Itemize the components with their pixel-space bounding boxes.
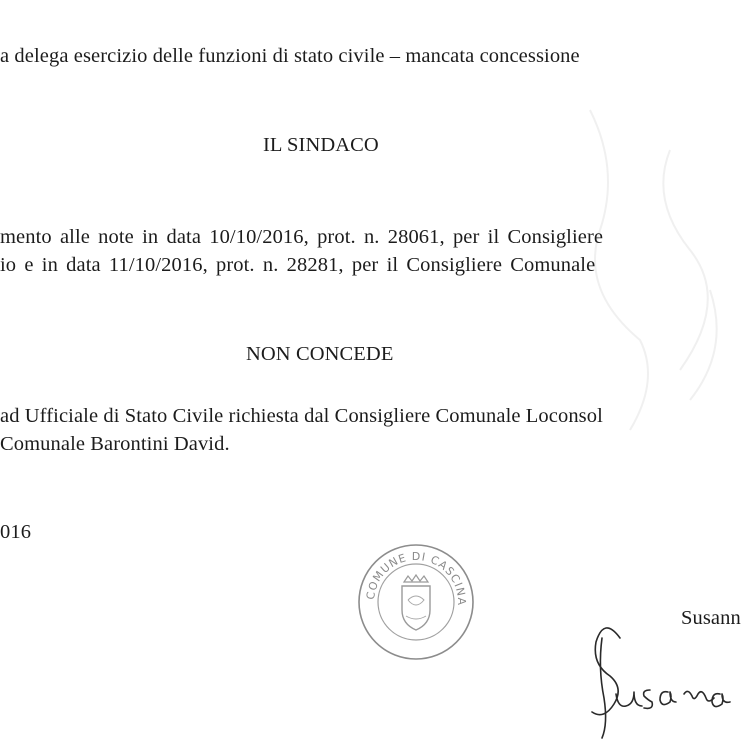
premise-line-1: mento alle note in data 10/10/2016, prot. n. 28061, per il Consigliere bbox=[0, 226, 604, 248]
issuer-heading: IL SINDACO bbox=[263, 134, 379, 156]
paper-bleed-through bbox=[550, 90, 750, 510]
premise-line-2: io e in data 11/10/2016, prot. n. 28281, per il Consigliere Comunale bbox=[0, 254, 596, 276]
handwritten-signature-icon bbox=[580, 598, 750, 748]
decision-heading: NON CONCEDE bbox=[246, 343, 394, 365]
svg-text:COMUNE DI CASCINA: COMUNE DI CASCINA bbox=[363, 549, 469, 607]
subject-line: a delega esercizio delle funzioni di stato civile – mancata concessione bbox=[0, 45, 580, 67]
municipal-seal-icon bbox=[356, 542, 476, 662]
object-line-2: Comunale Barontini David. bbox=[0, 433, 230, 455]
object-line-1: ad Ufficiale di Stato Civile richiesta dal Consigliere Comunale Loconsol bbox=[0, 405, 603, 427]
signatory-name: Susann bbox=[681, 607, 741, 629]
date-line: 016 bbox=[0, 521, 32, 543]
